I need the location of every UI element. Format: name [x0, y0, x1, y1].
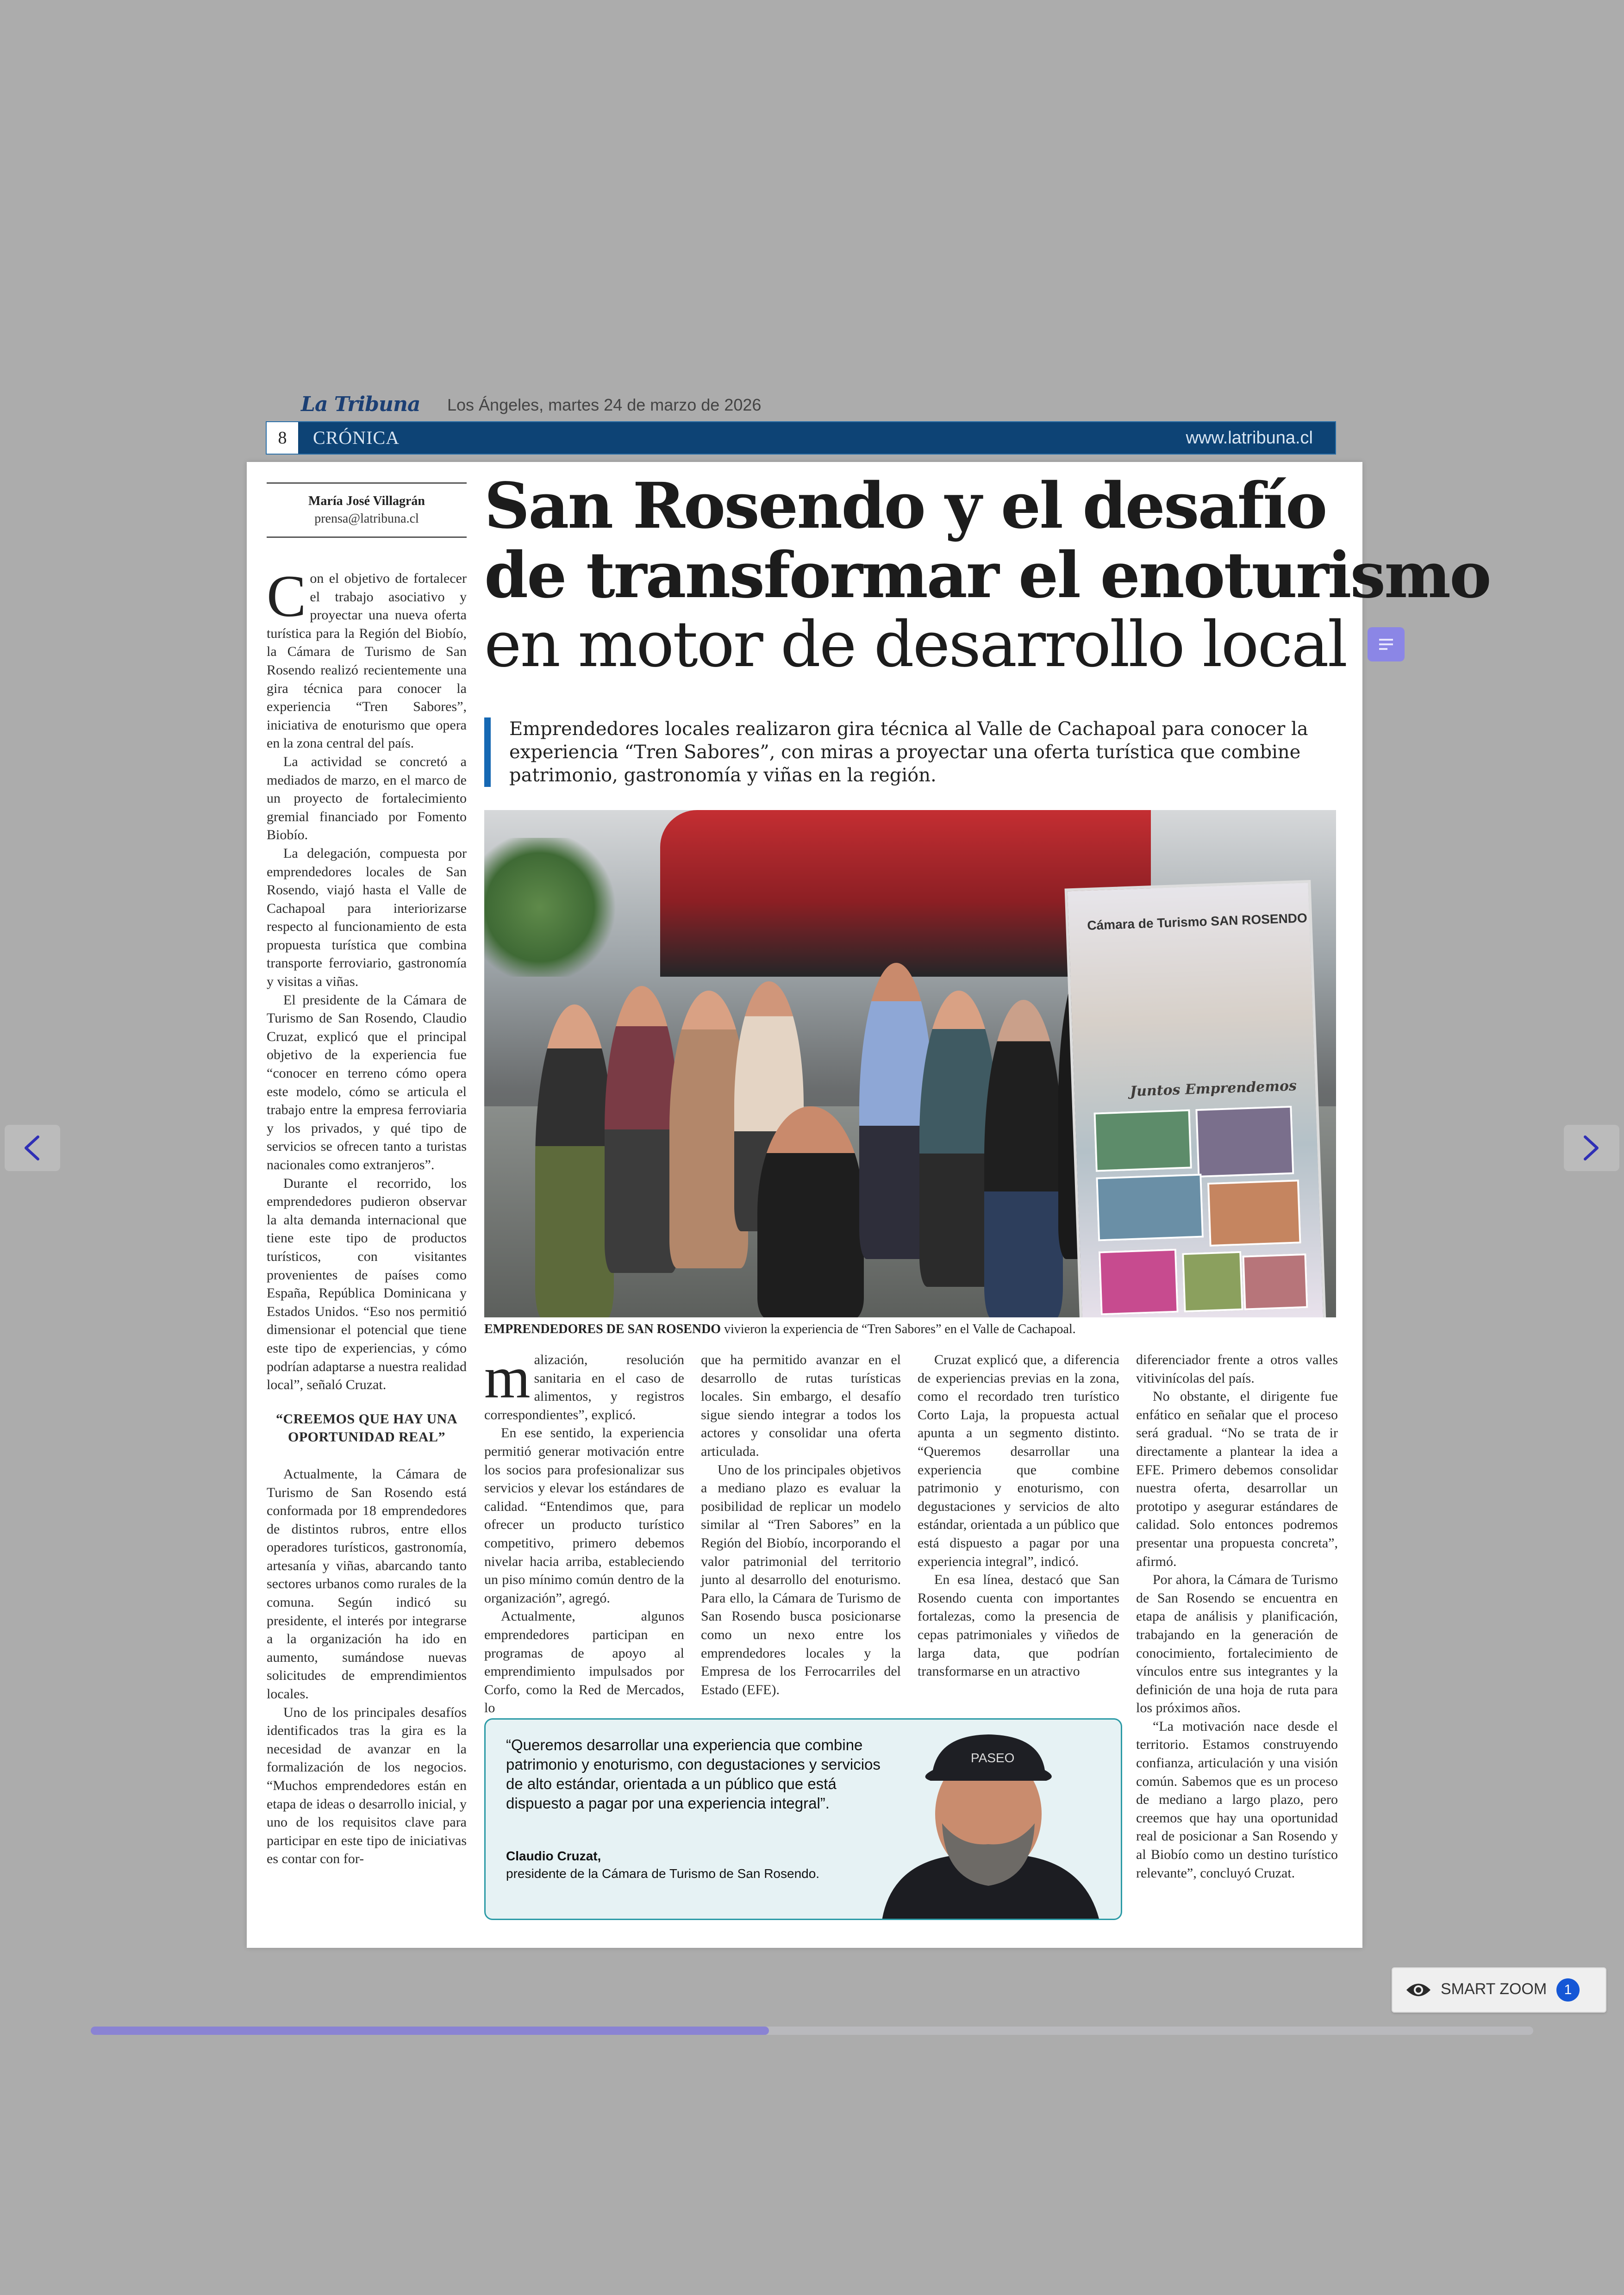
banner-subtitle: Juntos Emprendemos: [1130, 1078, 1297, 1100]
quote-author: [506, 1847, 819, 1883]
quote-author-role: presidente de la Cámara de Turismo de San Rosendo.: [506, 1866, 820, 1881]
photo-caption: [484, 1322, 1336, 1337]
paragraph: “La motivación nace desde el territorio. Estamos construyendo confianza, articulación y una visión común. Sabemos que es un proceso de mediano a largo plazo, pero creemos que hay una oportunidad real de posicionar a San Rosendo y al Biobío como un destino turístico relevante”, concluyó Cruzat.: [1136, 1718, 1338, 1881]
quote-portrait: [863, 1726, 1113, 1920]
headline-line-3: en motor de desarrollo local: [484, 608, 1347, 681]
banner-photo: [1207, 1179, 1301, 1247]
paragraph: diferenciador frente a otros valles vitivinícolas del país.: [1136, 1352, 1338, 1386]
document-icon[interactable]: [1368, 627, 1405, 661]
paragraph: La actividad se concretó a mediados de marzo, en el marco de un proyecto de fortalecimiento gremial financiado por Fomento Biobío.: [267, 754, 467, 843]
photo-person: [984, 1000, 1063, 1317]
caption-lead: EMPRENDEDORES DE SAN ROSENDO: [484, 1322, 721, 1336]
paragraph: Uno de los principales desafíos identificados tras la gira es la necesidad de avanzar en la formalización de los negocios. “Muchos emprendedores están en etapa de ideas o desarrollo inicial, y uno de los requisitos clave para participar en este tipo de iniciativas es contar con for-: [267, 1704, 467, 1867]
paragraph: Cruzat explicó que, a diferencia de experiencias previas en la zona, como el recordado tren turístico Corto Laja, la propuesta actual apunta a un segmento distinto. “Queremos desarrollar una experiencia que combine patrimonio y enoturismo, con degustaciones y servicios de alto estándar, orientada a un público que está dispuesto a pagar por una experiencia integral”, indicó.: [918, 1352, 1119, 1569]
author-name: María José Villagrán: [308, 494, 425, 508]
eye-icon: [1405, 1981, 1431, 1999]
article-photo: [484, 810, 1336, 1317]
photo-banner: [1065, 880, 1326, 1317]
newspaper-logo: La Tribuna: [301, 393, 420, 416]
banner-photo: [1195, 1106, 1294, 1178]
page-header: [301, 393, 1338, 418]
smart-zoom-badge: 1: [1556, 1978, 1580, 2002]
smart-zoom-button[interactable]: [1392, 1967, 1606, 2013]
quote-text: “Queremos desarrollar una experiencia que combine patrimonio y enoturismo, con degustaciones y servicios de alto estándar, orientada a un público que está dispuesto a pagar por una experiencia integral”.: [506, 1736, 881, 1812]
photo-group: [526, 930, 1109, 1317]
article-column-2: [484, 1345, 684, 1717]
photo-person: [757, 1106, 864, 1317]
section-name: CRÓNICA: [313, 427, 400, 448]
chevron-right-icon: [1580, 1134, 1603, 1162]
paragraph: que ha permitido avanzar en el desarrollo de rutas turísticas locales. Sin embargo, el desafío sigue siendo integrar a todos los actores y consolidar una oferta articulada.: [701, 1352, 901, 1459]
dateline: Los Ángeles, martes 24 de marzo de 2026: [447, 395, 762, 414]
paragraph: Uno de los principales objetivos a mediano plazo es evaluar la posibilidad de replicar un modelo similar al “Tren Sabores” en la Región del Biobío, incorporando el valor patrimonial del territorio junto al desarrollo del enoturismo. Para ello, la Cámara de Turismo de San Rosendo busca posicionarse como un nexo entre los emprendedores locales y la Empresa de los Ferrocarriles del Estado (EFE).: [701, 1462, 901, 1697]
article-column-5: [1136, 1351, 1338, 1882]
photo-person: [535, 1004, 614, 1317]
banner-photo: [1182, 1251, 1243, 1312]
paragraph: No obstante, el dirigente fue enfático en señalar que el proceso será gradual. “No se trata de ir directamente a plantear la idea a EFE. Primero debemos consolidar nuestra oferta, desarrollar un prototipo y asegurar estándares de calidad. Solo entonces podremos presentar una propuesta concreta”, afirmó.: [1136, 1389, 1338, 1569]
article-column-4: [918, 1351, 1119, 1681]
paragraph: Con el objetivo de fortalecer el trabajo asociativo y proyectar una nueva oferta turística para la Región del Biobío, la Cámara de Turismo de San Rosendo realizó recientemente una gira técnica para conocer la experiencia “Tren Sabores”, iniciativa de enoturismo que opera en la zona central del país.: [267, 563, 467, 751]
paragraph: La delegación, compuesta por emprendedores locales de San Rosendo, viajó hasta el Valle de Cachapoal para interiorizarse respecto al funcionamiento de esta propuesta turística que combina transporte ferroviario, gastronomía y visitas a viñas.: [267, 845, 467, 990]
paragraph: El presidente de la Cámara de Turismo de San Rosendo, Claudio Cruzat, explicó que el principal objetivo de la experiencia fue “conocer en terreno cómo opera este modelo, cómo se articula el trabajo entre la empresa ferroviaria y los privados, y qué tipo de servicios se ofrecen tanto a turistas nacionales como extranjeros”.: [267, 992, 467, 1172]
banner-photo: [1242, 1254, 1308, 1310]
article-column-1: [267, 563, 467, 1868]
pull-quote: [484, 1718, 1122, 1920]
section-bar: [266, 421, 1336, 455]
previous-page-button[interactable]: [5, 1125, 60, 1171]
article-headline: [484, 469, 1490, 681]
banner-photo: [1096, 1174, 1204, 1241]
website-url: www.latribuna.cl: [1186, 428, 1313, 448]
banner-photo: [1099, 1249, 1179, 1316]
byline: [267, 482, 467, 538]
next-page-button[interactable]: [1564, 1125, 1619, 1171]
article-deck: Emprendedores locales realizaron gira técnica al Valle de Cachapoal para conocer la experiencia “Tren Sabores”, con miras a proyectar una oferta turística que combine patrimonio, gastronomía y viñas en la región.: [484, 717, 1333, 787]
author-email: prensa@latribuna.cl: [314, 511, 419, 526]
subhead: “CREEMOS QUE HAY UNA OPORTUNIDAD REAL”: [276, 1411, 457, 1445]
page-number: 8: [267, 422, 298, 454]
reading-progress-bar[interactable]: [91, 2027, 1533, 2035]
chevron-left-icon: [20, 1134, 44, 1162]
photo-person: [605, 986, 679, 1273]
paragraph: Actualmente, algunos emprendedores participan en programas de apoyo al emprendimiento impulsados por Corfo, como la Red de Mercados, lo: [484, 1609, 684, 1716]
banner-photo: [1093, 1109, 1192, 1172]
paragraph: malización, resolución sanitaria en el caso de alimentos, y registros correspondientes”, explicó.: [484, 1345, 684, 1422]
reading-progress-fill: [91, 2027, 769, 2035]
headline-line-2: de transformar el enoturismo: [484, 538, 1490, 612]
headline-line-1: San Rosendo y el desafío: [484, 469, 1326, 543]
article-column-3: [701, 1351, 901, 1699]
paragraph: Durante el recorrido, los emprendedores pudieron observar la alta demanda internacional que tiene este tipo de productos turísticos, con visitantes provenientes de países como España, República Dominicana y Estados Unidos. “Eso nos permitió dimensionar el potencial que tiene este tipo de experiencias, y cómo podrían adaptarse a nuestra realidad local”, señaló Cruzat.: [267, 1175, 467, 1393]
banner-title: Cámara de Turismo SAN ROSENDO: [1087, 911, 1308, 933]
paragraph: Por ahora, la Cámara de Turismo de San Rosendo se encuentra en etapa de análisis y planificación, trabajando en la generación de conocimiento, fortalecimiento de vínculos entre sus integrantes y la definición de una hoja de ruta para los próximos años.: [1136, 1572, 1338, 1716]
cap-logo: PASEO: [971, 1751, 1015, 1765]
quote-author-name: Claudio Cruzat,: [506, 1849, 601, 1863]
caption-text: vivieron la experiencia de “Tren Sabores” en el Valle de Cachapoal.: [721, 1322, 1076, 1336]
paragraph: En ese sentido, la experiencia permitió generar motivación entre los socios para profesionalizar sus servicios y elevar los estándares de calidad. “Entendimos que, para ofrecer un producto turístico competitivo, primero debemos nivelar hacia arriba, estableciendo un piso mínimo común dentro de la organización”, agregó.: [484, 1425, 684, 1606]
paragraph: Actualmente, la Cámara de Turismo de San Rosendo está conformada por 18 emprendedores de distintos rubros, entre ellos operadores turísticos, gastronomía, artesanía y viñas, abarcando tanto sectores urbanos como rurales de la comuna. Según indicó su presidente, el interés por integrarse a la organización ha ido en aumento, sumándose nuevas solicitudes de emprendimientos locales.: [267, 1466, 467, 1702]
newspaper-page: [247, 462, 1490, 1948]
headline-line-3-wrap: [484, 610, 1355, 680]
paragraph: En esa línea, destacó que San Rosendo cuenta con importantes fortalezas, como la presencia de cepas patrimoniales y viñedos de larga data, que podrían transformarse en un atractivo: [918, 1572, 1119, 1679]
smart-zoom-label: SMART ZOOM: [1441, 1980, 1547, 1998]
